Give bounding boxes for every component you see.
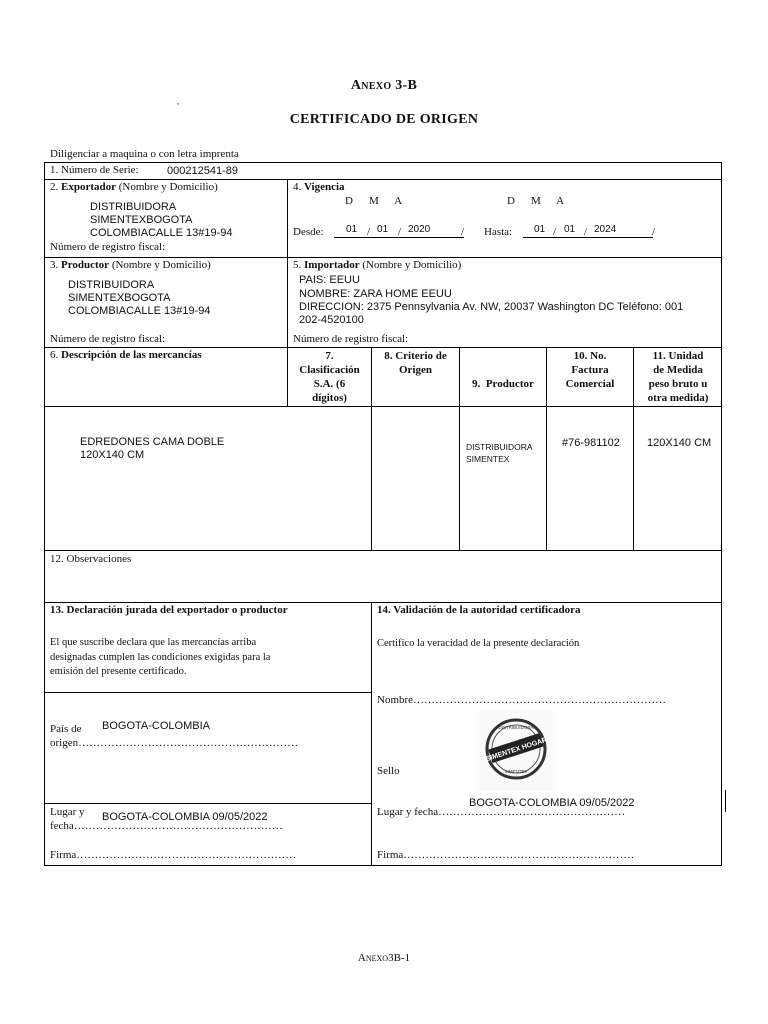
col-description-label: Descripción de las mercancías — [61, 349, 202, 361]
row-producer-line-2: SIMENTEX — [466, 454, 510, 464]
importer-number: 5. — [293, 259, 302, 271]
seal-band-text: SIMENTEX HOGAR — [485, 736, 549, 764]
validity-desde-slash-2: / — [398, 226, 402, 238]
col-invoice-line: Comercial — [565, 378, 615, 390]
row-description-line-1: EDREDONES CAMA DOBLE — [80, 436, 225, 448]
importer-line-1: PAIS: EEUU — [299, 274, 360, 286]
col-criterion-line: 8. Criterio de — [384, 350, 447, 362]
validity-desde-day: 01 — [346, 224, 358, 235]
exporter-line-3: COLOMBIACALLE 13#19-94 — [90, 227, 233, 239]
col-unit-line: peso bruto u — [648, 378, 708, 390]
col-invoice-header — [547, 349, 633, 391]
col-description-number: 6. — [50, 349, 59, 361]
producer-label-bold: Productor — [61, 259, 110, 271]
col-unit-line: de Medida — [653, 364, 703, 376]
country-value: BOGOTA-COLOMBIA — [102, 720, 210, 732]
importer-line-3: DIRECCION: 2375 Pennsylvania Av. NW, 20037 Washington DC Teléfono: 001 — [299, 301, 684, 313]
validity-hasta-day: 01 — [534, 224, 546, 235]
validity-number: 4. — [293, 181, 302, 193]
col-criterion-header — [372, 349, 459, 377]
importer-label-bold: Importador — [304, 259, 360, 271]
col-classification-line: 7. — [325, 350, 334, 362]
col-classification-line: dígitos) — [312, 392, 347, 404]
row-invoice: #76-981102 — [562, 437, 620, 449]
declaration-text-3: emisión del presente certificado. — [50, 666, 187, 677]
page-footer: Anexo3B-1 — [357, 952, 411, 964]
exporter-line-2: SIMENTEXBOGOTA — [90, 214, 193, 226]
col-unit-line: 11. Unidad — [652, 350, 704, 362]
validity-label-bold: Vigencia — [304, 181, 345, 193]
validity-desde-slash-3: / — [461, 226, 465, 238]
producer-label — [50, 259, 211, 272]
importer-line-2: NOMBRE: ZARA HOME EEUU — [299, 288, 452, 300]
col-description-header — [50, 349, 202, 362]
validity-hasta-label: Hasta: — [484, 226, 513, 238]
exporter-number: 2. — [50, 181, 59, 193]
validity-desde-label: Desde: — [293, 226, 324, 238]
validity-hasta-line — [523, 237, 653, 238]
producer-line-2: SIMENTEXBOGOTA — [68, 292, 171, 304]
instructions: Diligenciar a maquina o con letra imprenta — [50, 148, 239, 160]
serial-number-label: 1. Número de Serie: — [50, 164, 139, 176]
validity-hasta-slash-2: / — [584, 226, 588, 238]
validity-dma-from: D M A — [345, 195, 404, 207]
certificate-title: CERTIFICADO DE ORIGEN — [289, 112, 479, 127]
producer-fiscal-label: Número de registro fiscal: — [50, 333, 166, 345]
col-producer-line: 9. Productor — [472, 378, 534, 390]
importer-line-4: 202-4520100 — [299, 314, 364, 326]
stray-mark: , — [177, 97, 179, 106]
col-classification-line: S.A. (6 — [313, 378, 346, 390]
col-classification-header — [288, 349, 371, 405]
validation-title: 14. Validación de la autoridad certificadora — [377, 604, 581, 616]
exporter-label-rest: (Nombre y Domicilio) — [118, 181, 218, 193]
validation-text: Certifico la veracidad de la presente declaración — [377, 638, 580, 649]
observations-label: 12. Observaciones — [50, 553, 132, 565]
serial-number-value: 000212541-89 — [167, 165, 238, 177]
validity-desde-year: 2020 — [408, 224, 431, 235]
validation-seal-label: Sello — [377, 765, 400, 777]
producer-line-3: COLOMBIACALLE 13#19-94 — [68, 305, 211, 317]
seal-image — [476, 711, 556, 791]
validity-hasta-month: 01 — [564, 224, 576, 235]
validity-hasta-slash-3: / — [652, 226, 656, 238]
exporter-line-1: DISTRIBUIDORA — [90, 201, 177, 213]
row-producer-line-1: DISTRIBUIDORA — [466, 442, 533, 452]
importer-label-rest: (Nombre y Domicilio) — [362, 259, 462, 271]
col-criterion-line: Origen — [399, 364, 432, 376]
col-invoice-line: 10. No. — [573, 350, 607, 362]
producer-line-1: DISTRIBUIDORA — [68, 279, 155, 291]
importer-fiscal-label: Número de registro fiscal: — [293, 333, 409, 345]
row-unit: 120X140 CM — [647, 437, 712, 449]
exporter-fiscal-label: Número de registro fiscal: — [50, 241, 166, 253]
seal-bottom-text: SIMENTEX — [504, 769, 528, 774]
declaration-place-label-1: Lugar y — [50, 806, 85, 818]
col-unit-header — [634, 349, 722, 405]
col-classification-line: Clasificación — [299, 364, 360, 376]
col-invoice-line: Factura — [571, 364, 609, 376]
col-unit-line: otra medida) — [647, 392, 709, 404]
validity-desde-month: 01 — [377, 224, 389, 235]
declaration-text-1: El que suscribe declara que las mercancías arriba — [50, 637, 257, 648]
validity-hasta-year: 2024 — [594, 224, 617, 235]
country-label-1: País de — [50, 723, 82, 735]
validity-desde-slash-1: / — [367, 226, 371, 238]
exporter-label — [50, 181, 218, 194]
producer-number: 3. — [50, 259, 59, 271]
validity-hasta-slash-1: / — [553, 226, 557, 238]
validation-place-label: Lugar y fecha…………………………………………… — [377, 806, 626, 818]
producer-label-rest: (Nombre y Domicilio) — [111, 259, 211, 271]
seal-stamp-icon — [476, 711, 556, 791]
country-label-2: origen…………………………………………………… — [50, 737, 299, 749]
declaration-place-label-2: fecha………………………………………………… — [50, 820, 283, 832]
row-description-line-2: 120X140 CM — [80, 449, 145, 461]
importer-label — [293, 259, 461, 272]
validation-signature-label: Firma……………………………………………………… — [377, 849, 635, 861]
validation-place-value: BOGOTA-COLOMBIA 09/05/2022 — [469, 797, 635, 809]
col-producer-header — [460, 349, 546, 405]
exporter-label-bold: Exportador — [61, 181, 116, 193]
declaration-title: 13. Declaración jurada del exportador o productor — [50, 604, 288, 616]
validity-label — [293, 181, 345, 194]
seal-top-text: DISTRIBUIDORA — [498, 725, 534, 730]
validation-name-label: Nombre…………………………………………………………… — [377, 694, 667, 706]
declaration-signature-label: Firma…………………………………………………… — [50, 849, 297, 861]
validity-dma-to: D M A — [507, 195, 566, 207]
declaration-text-2: designadas cumplen las condiciones exigidas para la — [50, 652, 271, 663]
declaration-place-value: BOGOTA-COLOMBIA 09/05/2022 — [102, 811, 268, 823]
annex-title: Anexo 3-B — [350, 78, 418, 93]
